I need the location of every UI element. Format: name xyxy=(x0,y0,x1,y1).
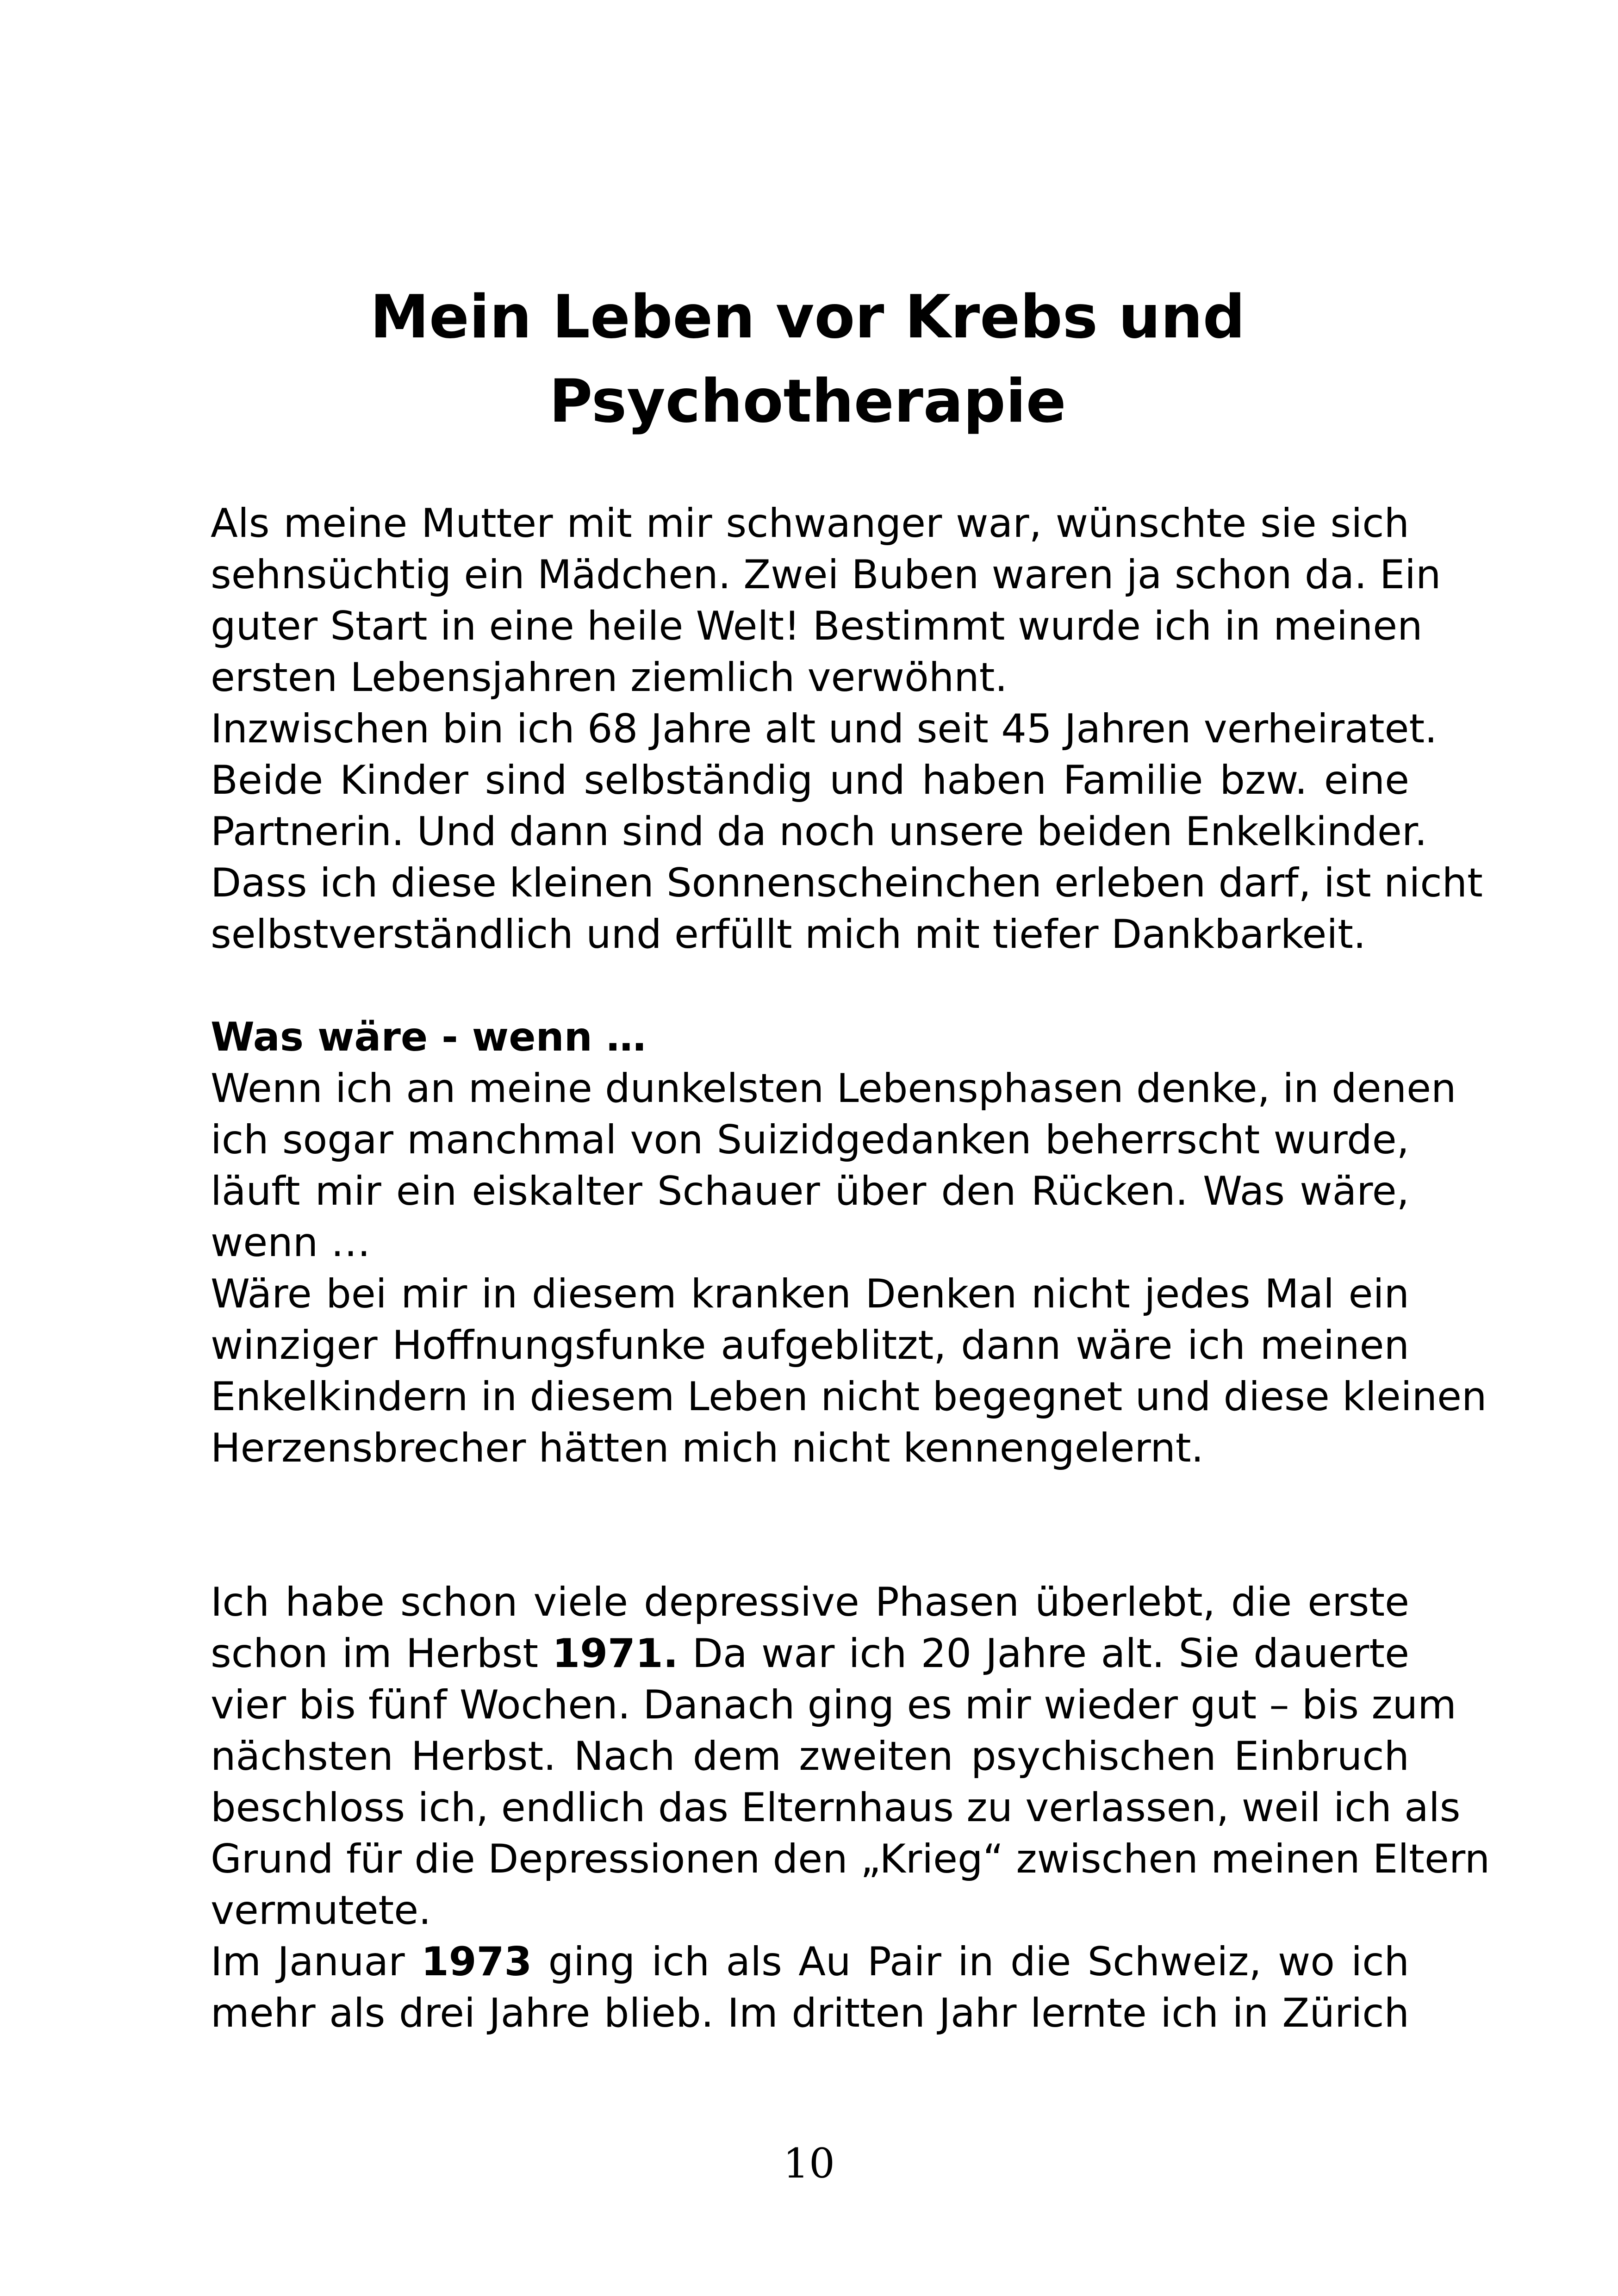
paragraph-family xyxy=(211,703,1483,960)
text-line: Partnerin. Und dann sind da noch unsere beiden Enkelkinder. xyxy=(211,809,1427,855)
text-line: beschloss ich, endlich das Elternhaus zu verlassen, weil ich als xyxy=(211,1785,1461,1831)
text-segment: Da war ich 20 Jahre alt. Sie dauerte xyxy=(678,1630,1410,1677)
text-segment: ging ich als Au Pair in die Schweiz, wo ich xyxy=(532,1939,1409,1985)
paragraph-dark-phases xyxy=(211,1063,1456,1269)
paragraph-switzerland xyxy=(211,1936,1409,2039)
year-1971: 1971. xyxy=(552,1630,678,1677)
text-line: sehnsüchtig ein Mädchen. Zwei Buben waren ja schon da. Ein xyxy=(211,552,1441,598)
body-text xyxy=(211,498,1490,2039)
text-line: Wäre bei mir in diesem kranken Denken nicht jedes Mal ein xyxy=(211,1271,1409,1317)
paragraph-depressive-phases xyxy=(211,1577,1490,1936)
text-line: Beide Kinder sind selbständig und haben Familie bzw. eine xyxy=(211,757,1409,803)
page-title-line-1: Mein Leben vor Krebs und xyxy=(370,283,1245,352)
year-1973: 1973 xyxy=(421,1939,532,1985)
text-line: selbstverständlich und erfüllt mich mit tiefer Dankbarkeit. xyxy=(211,911,1366,958)
text-line: ersten Lebensjahren ziemlich verwöhnt. xyxy=(211,654,1008,701)
section-heading: Was wäre - wenn … xyxy=(211,1014,646,1060)
page-number: 10 xyxy=(783,2140,835,2187)
text-line: nächsten Herbst. Nach dem zweiten psychischen Einbruch xyxy=(211,1733,1409,1780)
text-line: winziger Hoffnungsfunke aufgeblitzt, dann wäre ich meinen xyxy=(211,1322,1409,1369)
text-line: Inzwischen bin ich 68 Jahre alt und seit 45 Jahren verheiratet. xyxy=(211,706,1438,752)
text-line: Dass ich diese kleinen Sonnenscheinchen erleben darf, ist nicht xyxy=(211,860,1483,906)
text-line xyxy=(211,1628,1409,1680)
paragraph-spacer xyxy=(211,1474,1409,1525)
paragraph-childhood xyxy=(211,498,1441,703)
text-line: guter Start in eine heile Welt! Bestimmt wurde ich in meinen xyxy=(211,603,1423,649)
text-line: mehr als drei Jahre blieb. Im dritten Jahr lernte ich in Zürich xyxy=(211,1990,1409,2036)
page-title xyxy=(208,275,1407,444)
text-segment: Im Januar xyxy=(211,1939,421,1985)
text-line: Herzensbrecher hätten mich nicht kennengelernt. xyxy=(211,1425,1204,1471)
paragraph-hope xyxy=(211,1269,1487,1474)
page-title-line-2: Psychotherapie xyxy=(549,367,1066,436)
text-line: vermutete. xyxy=(211,1887,431,1934)
paragraph-spacer xyxy=(211,960,1409,1012)
text-line: ich sogar manchmal von Suizidgedanken beherrscht wurde, xyxy=(211,1117,1409,1163)
text-line: wenn … xyxy=(211,1220,371,1266)
text-line: Als meine Mutter mit mir schwanger war, wünschte sie sich xyxy=(211,500,1409,547)
text-line: Grund für die Depressionen den „Krieg“ zwischen meinen Eltern xyxy=(211,1836,1490,1882)
text-line: vier bis fünf Wochen. Danach ging es mir wieder gut – bis zum xyxy=(211,1682,1456,1728)
text-segment: schon im Herbst xyxy=(211,1630,553,1677)
text-line: Enkelkindern in diesem Leben nicht begegnet und diese kleinen xyxy=(211,1374,1487,1420)
text-line xyxy=(211,1936,1409,1988)
text-line: Wenn ich an meine dunkelsten Lebensphasen denke, in denen xyxy=(211,1065,1456,1112)
paragraph-spacer xyxy=(211,1525,1409,1577)
text-line: Ich habe schon viele depressive Phasen überlebt, die erste xyxy=(211,1579,1409,1625)
text-line: läuft mir ein eiskalter Schauer über den Rücken. Was wäre, xyxy=(211,1168,1409,1214)
